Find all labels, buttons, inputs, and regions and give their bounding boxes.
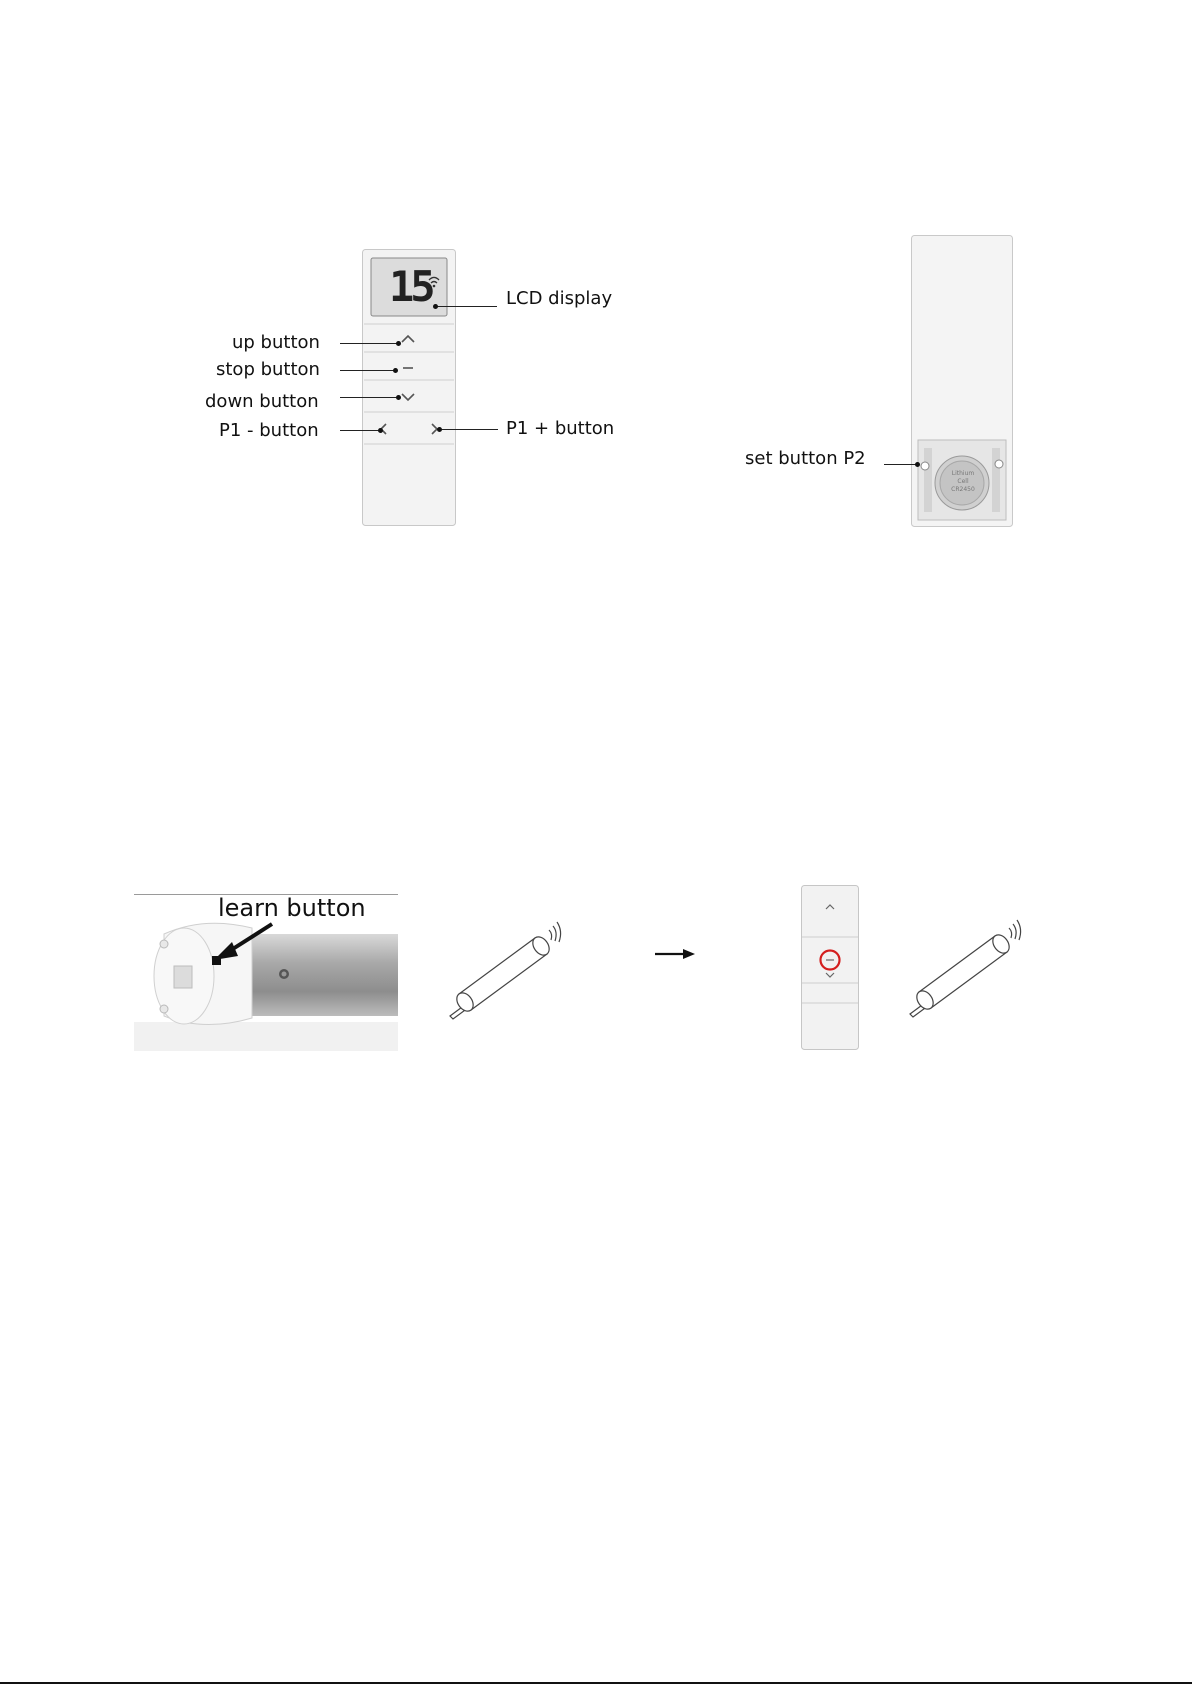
roller-sketch-2 <box>907 910 1027 1020</box>
down-leader-dot <box>396 395 401 400</box>
right-arrow-icon <box>655 948 697 960</box>
stop-leader-line <box>340 370 395 371</box>
set-button-leader-dot <box>915 462 920 467</box>
p1-minus-leader-line <box>340 430 380 431</box>
p1-minus-leader-dot <box>378 428 383 433</box>
signal-icon <box>427 275 441 289</box>
down-button-label: down button <box>205 391 319 412</box>
battery-text: Lithium Cell CR2450 <box>951 470 975 493</box>
p1-minus-label: P1 - button <box>219 420 319 441</box>
up-leader-line <box>340 343 398 344</box>
learn-button-label: learn button <box>218 894 366 922</box>
lcd-display-label: LCD display <box>506 288 613 309</box>
roller-sketch-1 <box>447 912 567 1022</box>
p1-plus-label: P1 + button <box>506 418 615 439</box>
page-footer-rule <box>0 1682 1192 1684</box>
lcd-readout: 15 <box>389 262 432 311</box>
p1-plus-leader-line <box>441 429 498 430</box>
stop-button-label: stop button <box>216 359 320 380</box>
small-remote <box>801 885 859 1050</box>
down-leader-line <box>340 397 398 398</box>
set-button-p2-label: set button P2 <box>745 448 866 469</box>
lcd-leader-line <box>437 306 497 307</box>
set-button-leader-line <box>884 464 917 465</box>
up-button-label: up button <box>232 332 320 353</box>
p1-plus-leader-dot <box>437 427 442 432</box>
stop-leader-dot <box>393 368 398 373</box>
lcd-leader-dot <box>433 304 438 309</box>
up-leader-dot <box>396 341 401 346</box>
